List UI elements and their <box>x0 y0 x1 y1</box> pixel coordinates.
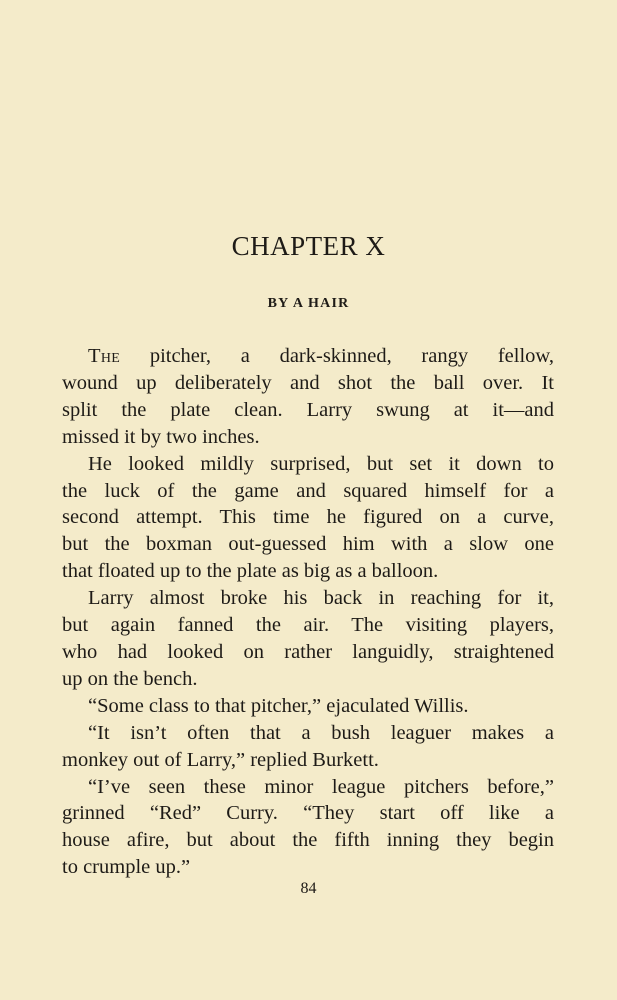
text-line: but again fanned the air. The visiting players, <box>62 614 554 637</box>
paragraph <box>62 585 554 693</box>
text-line: but the boxman out-guessed him with a slow one <box>62 533 554 556</box>
body-text <box>62 343 554 881</box>
text-line: wound up deliberately and shot the ball over. It <box>62 371 554 394</box>
paragraph-lead-word: The <box>88 345 121 367</box>
text-line: second attempt. This time he figured on a curve, <box>62 506 554 529</box>
text-line: the luck of the game and squared himself for a <box>62 479 554 502</box>
paragraph <box>62 693 554 720</box>
text-line: Larry almost broke his back in reaching for it, <box>88 587 554 610</box>
text-line: missed it by two inches. <box>62 425 260 448</box>
text-line: house afire, but about the fifth inning they begin <box>62 829 554 852</box>
page-number: 84 <box>300 880 317 897</box>
text-line: to crumple up.” <box>62 856 191 879</box>
paragraph <box>62 774 554 882</box>
text-line: who had looked on rather languidly, straightened <box>62 640 554 663</box>
text-line: grinned “Red” Curry. “They start off like a <box>62 802 554 825</box>
text-line: that floated up to the plate as big as a balloon. <box>62 560 439 583</box>
text-line: monkey out of Larry,” replied Burkett. <box>62 748 379 771</box>
text-line: The pitcher, a dark-skinned, rangy fellow, <box>88 345 554 367</box>
text-line: He looked mildly surprised, but set it down to <box>88 452 554 475</box>
text-line: “It isn’t often that a bush leaguer makes a <box>88 721 554 744</box>
paragraph <box>62 451 554 586</box>
text-line: “I’ve seen these minor league pitchers before,” <box>88 775 554 798</box>
paragraph <box>62 343 554 451</box>
chapter-heading: CHAPTER X <box>231 231 386 261</box>
paragraph <box>62 720 554 774</box>
text-line: split the plate clean. Larry swung at it—and <box>62 398 554 421</box>
chapter-title: BY A HAIR <box>267 296 350 311</box>
text-line: “Some class to that pitcher,” ejaculated Willis. <box>88 694 469 717</box>
text-line: up on the bench. <box>62 667 198 690</box>
